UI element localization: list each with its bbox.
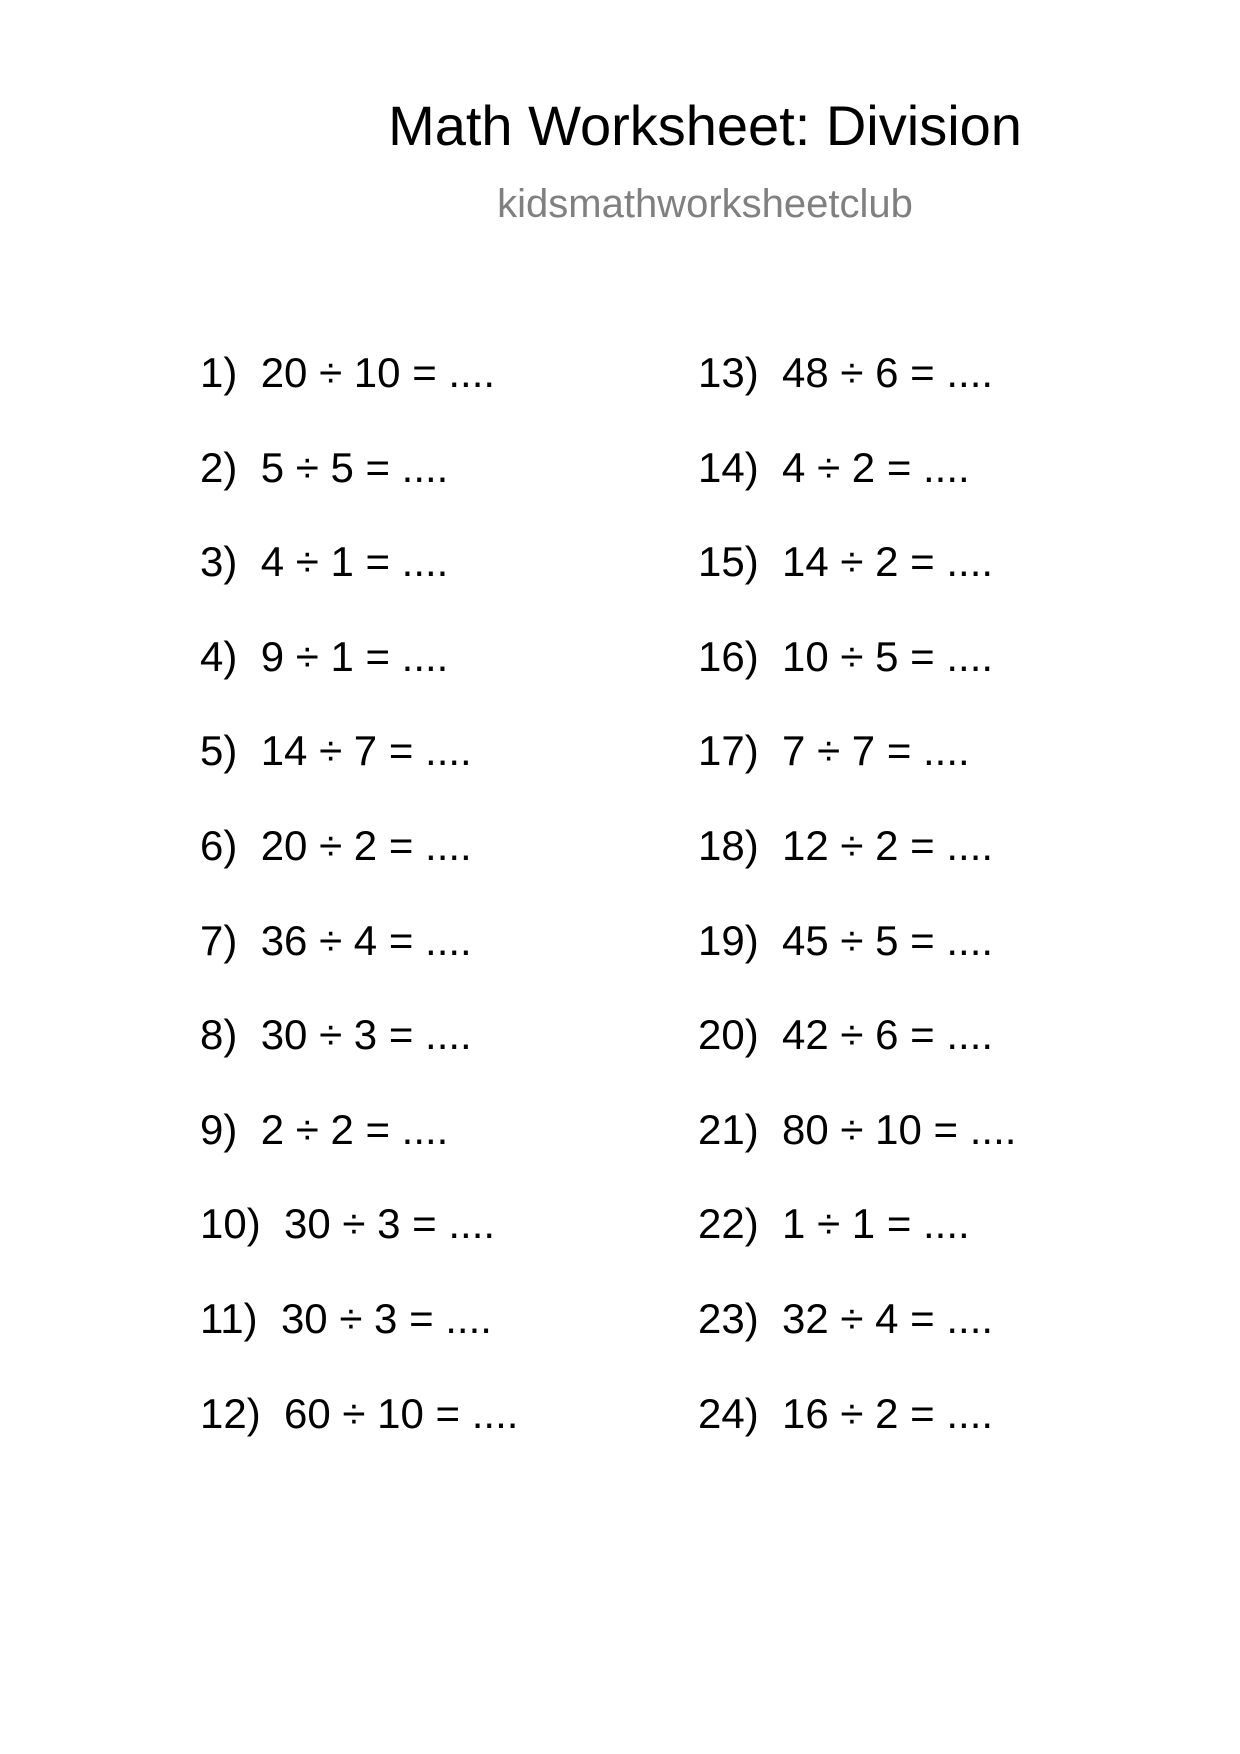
problem-number: 23): [698, 1294, 759, 1342]
problem-number: 4): [200, 632, 238, 680]
problem-equation: 20 ÷ 2 = ....: [260, 821, 472, 869]
problem-number: 1): [200, 349, 238, 396]
problem-number: 5): [200, 727, 238, 775]
problem-equation: 30 ÷ 3 = ....: [260, 1011, 472, 1059]
worksheet-title: Math Worksheet: Division: [388, 94, 1022, 157]
problem-equation: 48 ÷ 6 = ....: [782, 349, 994, 396]
problem-1: [200, 349, 518, 447]
problem-number: 3): [200, 538, 238, 586]
problem-10: [200, 1200, 518, 1298]
problem-4: [200, 632, 518, 731]
problem-number: 14): [698, 443, 759, 491]
problem-equation: 14 ÷ 7 = ....: [260, 727, 472, 775]
problem-number: 20): [698, 1011, 759, 1059]
problem-17: [698, 727, 1016, 825]
problem-number: 13): [698, 349, 759, 396]
problem-equation: 36 ÷ 4 = ....: [260, 916, 472, 964]
problem-number: 19): [698, 916, 759, 964]
problem-equation: 32 ÷ 4 = ....: [782, 1294, 994, 1342]
problem-column-left: [200, 349, 519, 1487]
problem-equation: 12 ÷ 2 = ....: [782, 821, 994, 869]
problem-number: 24): [698, 1389, 759, 1437]
problem-9: [200, 1105, 518, 1204]
problem-number: 8): [200, 1011, 238, 1059]
problem-23: [698, 1294, 1016, 1393]
problem-equation: 60 ÷ 10 = ....: [284, 1389, 519, 1437]
problem-number: 15): [698, 538, 759, 586]
problem-number: 17): [698, 727, 759, 775]
problem-6: [200, 821, 518, 920]
problem-11: [200, 1294, 518, 1393]
problem-number: 16): [698, 632, 759, 680]
problem-8: [200, 1011, 518, 1109]
problem-column-right: [698, 349, 1017, 1487]
problem-number: 22): [698, 1200, 759, 1248]
problem-13: [698, 349, 1016, 447]
problem-number: 21): [698, 1105, 759, 1153]
problem-equation: 2 ÷ 2 = ....: [260, 1105, 449, 1153]
problem-equation: 80 ÷ 10 = ....: [782, 1105, 1017, 1153]
problem-number: 9): [200, 1105, 238, 1153]
problem-15: [698, 538, 1016, 636]
problem-12: [200, 1389, 519, 1488]
problem-3: [200, 538, 518, 636]
problem-equation: 30 ÷ 3 = ....: [284, 1200, 496, 1248]
problem-22: [698, 1200, 1016, 1298]
problem-equation: 16 ÷ 2 = ....: [782, 1389, 994, 1437]
problem-number: 12): [200, 1389, 261, 1437]
problem-equation: 14 ÷ 2 = ....: [782, 538, 994, 586]
problem-5: [200, 727, 518, 825]
problem-equation: 4 ÷ 1 = ....: [260, 538, 449, 586]
problem-21: [698, 1105, 1017, 1204]
problem-equation: 7 ÷ 7 = ....: [782, 727, 970, 775]
problem-equation: 10 ÷ 5 = ....: [782, 632, 994, 680]
problem-14: [698, 443, 1016, 542]
problem-equation: 4 ÷ 2 = ....: [782, 443, 970, 491]
problem-20: [698, 1011, 1016, 1109]
problem-7: [200, 916, 518, 1015]
problem-number: 18): [698, 821, 759, 869]
problem-number: 10): [200, 1200, 261, 1248]
problem-equation: 9 ÷ 1 = ....: [260, 632, 449, 680]
problem-16: [698, 632, 1016, 731]
problem-number: 6): [200, 821, 238, 869]
problem-equation: 5 ÷ 5 = ....: [260, 443, 449, 491]
problem-number: 7): [200, 916, 238, 964]
problem-equation: 30 ÷ 3 = ....: [280, 1294, 492, 1342]
problem-number: 11): [200, 1294, 258, 1342]
worksheet-subtitle: kidsmathworksheetclub: [497, 182, 913, 226]
problem-equation: 42 ÷ 6 = ....: [782, 1011, 994, 1059]
problem-2: [200, 443, 518, 542]
problem-equation: 1 ÷ 1 = ....: [782, 1200, 970, 1248]
problem-24: [698, 1389, 1016, 1488]
problem-equation: 45 ÷ 5 = ....: [782, 916, 994, 964]
problem-number: 2): [200, 443, 238, 491]
problem-19: [698, 916, 1016, 1015]
problem-equation: 20 ÷ 10 = ....: [260, 349, 496, 396]
problem-18: [698, 821, 1016, 920]
